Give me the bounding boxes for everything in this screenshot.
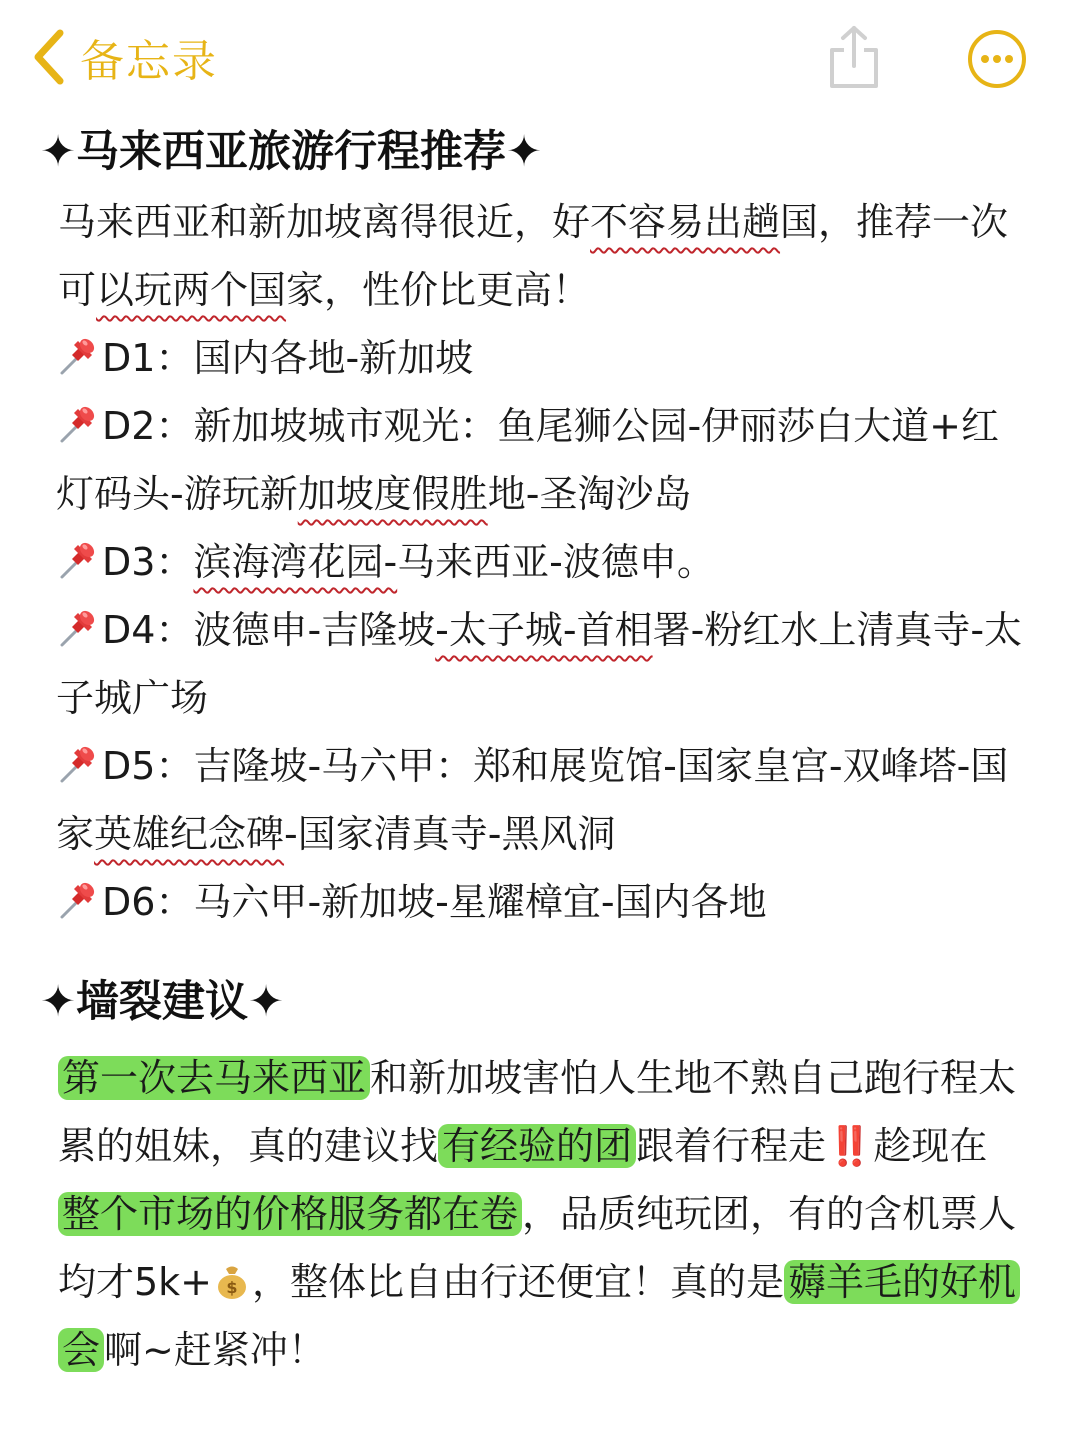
advice-title: ✦墙裂建议✦	[40, 977, 285, 1027]
pushpin-icon	[56, 333, 100, 377]
navigation-bar	[0, 0, 1080, 110]
advice-paragraph	[58, 1044, 1026, 1384]
day-5-text-1: 吉隆坡-马六甲：郑和展览馆-国家皇宫-双峰塔-国家	[56, 744, 1009, 856]
advice-highlight-3: 整个市场的价格服务都在卷	[58, 1192, 522, 1236]
day-4-label: D4：	[102, 608, 194, 652]
itinerary-title: ✦马来西亚旅游行程推荐✦	[40, 127, 543, 177]
intro-underline-2: 以玩两个国	[96, 268, 287, 312]
back-label: 备忘录	[80, 36, 218, 87]
day-6-label: D6：	[102, 880, 194, 924]
more-button[interactable]	[966, 28, 1028, 90]
advice-highlight-2: 有经验的团	[438, 1124, 636, 1168]
advice-text-4: ，整体比自由行还便宜！真的是	[252, 1260, 785, 1304]
intro-text-3: 家，性价比更高！	[286, 268, 591, 312]
day-5-text-2: -国家清真寺-黑风洞	[284, 812, 616, 856]
intro-text-2: 国，推荐一次可	[58, 200, 1009, 312]
pushpin-icon	[56, 605, 100, 649]
share-button[interactable]	[826, 24, 882, 90]
day-1-text: 国内各地-新加坡	[193, 336, 474, 380]
day-4	[56, 596, 1026, 732]
day-6-text: 马六甲-新加坡-星耀樟宜-国内各地	[193, 880, 767, 924]
more-dots-icon	[966, 75, 1028, 94]
intro-paragraph	[58, 188, 1026, 324]
day-1-label: D1：	[102, 336, 194, 380]
intro-underline-1: 不容易出趟	[590, 200, 781, 244]
advice-highlight-1: 第一次去马来西亚	[58, 1056, 370, 1100]
day-4-underline: -太子城-首相	[435, 608, 653, 652]
advice-text-2: 跟着行程走‼️趁现在	[636, 1124, 988, 1168]
day-5-underline: 英雄纪念碑	[94, 812, 285, 856]
pushpin-icon	[56, 401, 100, 445]
day-2	[56, 392, 1026, 528]
day-3	[56, 528, 1026, 596]
day-2-label: D2：	[102, 404, 194, 448]
day-3-text: 马来西亚-波德申。	[397, 540, 715, 584]
day-5-label: D5：	[102, 744, 194, 788]
money-bag-icon	[212, 1261, 252, 1301]
day-6	[56, 868, 1026, 936]
day-5	[56, 732, 1026, 868]
day-2-text-1: 新加坡城市观光：鱼尾狮公园-伊丽莎白大道+红灯码头-游玩新	[56, 404, 1000, 516]
day-3-underline: 滨海湾花园-	[193, 540, 398, 584]
advice-text-3: ，品质纯玩团，有的含机票人均才5k+	[58, 1192, 1017, 1304]
advice-text-1: 和新加坡害怕人生地不熟自己跑行程太累的姐妹，真的建议找	[58, 1056, 1017, 1168]
day-3-label: D3：	[102, 540, 194, 584]
pushpin-icon	[56, 537, 100, 581]
day-1	[56, 324, 1026, 392]
day-2-text-2: 地-圣淘沙岛	[487, 472, 692, 516]
pushpin-icon	[56, 877, 100, 921]
advice-text-5: 啊~赶紧冲！	[104, 1328, 326, 1372]
advice-highlight-4: 薅羊毛的好机会	[58, 1260, 1020, 1372]
chevron-left-icon	[30, 27, 66, 87]
back-button[interactable]	[30, 22, 218, 92]
day-4-text-1: 波德申-吉隆坡	[193, 608, 436, 652]
pushpin-icon	[56, 741, 100, 785]
day-4-text-2: 署-粉红水上清真寺-太子城广场	[56, 608, 1023, 720]
share-icon	[826, 75, 882, 94]
day-2-underline: 加坡度假胜	[297, 472, 488, 516]
intro-text-1: 马来西亚和新加坡离得很近，好	[58, 200, 591, 244]
